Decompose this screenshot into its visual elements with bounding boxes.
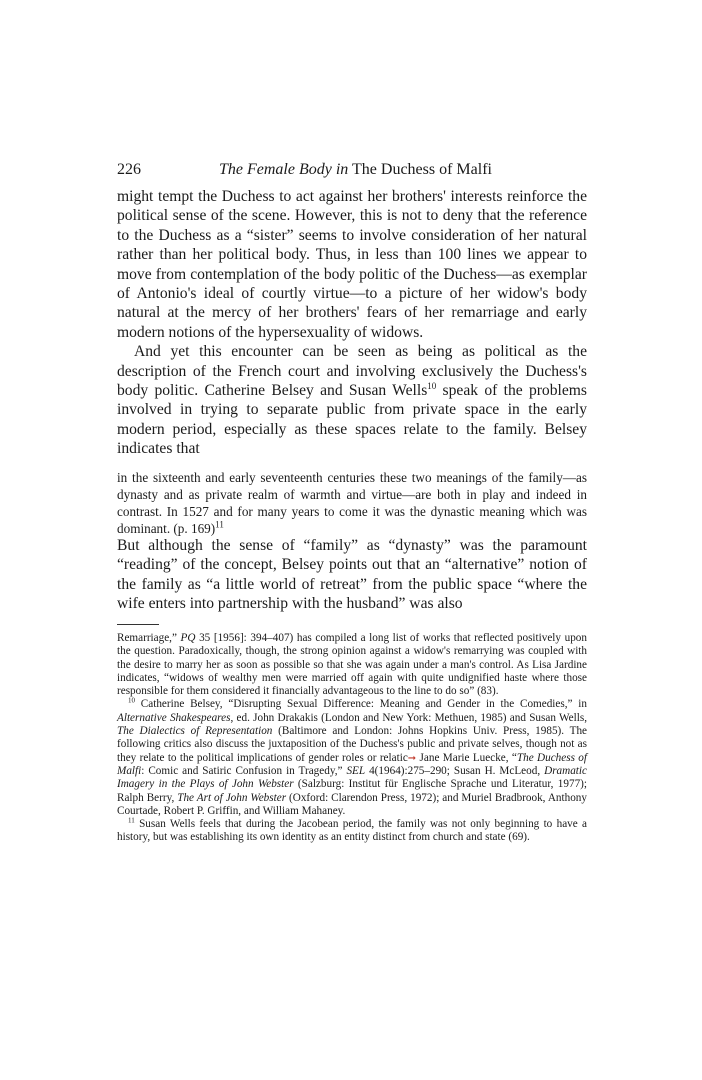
footnote-text: (Oxford: Clarendon Press, 1972); and Muriel Bradbrook, Anthony Courtade, Robert P. Griffin, and William Mahaney.	[117, 791, 587, 817]
footnote-text: 4(1964):275–290; Susan H. McLeod,	[365, 764, 545, 777]
footnote-text: SEL	[346, 764, 366, 777]
paragraph-text: speak of the problems involved in trying to separate public from private space in the early modern period, especially as these spaces relate to the family. Belsey indicates that	[117, 382, 587, 458]
footnote-text: Dramatic Imagery in the Plays of John Webster	[117, 764, 587, 791]
footnote-text: Catherine Belsey, “Disrupting Sexual Difference: Meaning and Gender in the Comedies,” in	[135, 698, 587, 711]
footnote-text: (Salzburg: Institut für Englische Sprache und Literatur, 1977); Ralph Berry,	[117, 778, 587, 804]
quote-text: in the sixteenth and early seventeenth centuries these two meanings of the family—as dynasty and as private realm of warmth and virtue—are both in play and indeed in contrast. In 1527 and for many years to come it was the dynastic meaning which was dominant. (p. 169)	[117, 470, 587, 536]
paragraph: But although the sense of “family” as “dynasty” was the paramount “reading” of the concept, Belsey points out that an “alternative” notion of the family as “a little world of retreat” from the public space “where the wife enters into partnership with the husband” was also	[117, 537, 587, 613]
footnote-number: 10	[128, 696, 135, 705]
footnote-text: , ed. John Drakakis (London and New York: Methuen, 1985) and Susan Wells,	[230, 711, 587, 724]
footnote-text: Susan Wells feels that during the Jacobean period, the family was not only beginning to have a history, but was establishing its own identity as an entity distinct from church and state (69).	[117, 818, 587, 844]
paragraph	[117, 342, 587, 458]
footnote-text: Remarriage,”	[117, 632, 181, 644]
footnote-marker: 11	[215, 519, 224, 530]
footnote-text: The Dialectics of Representation	[117, 725, 273, 738]
footnote-text: Alternative Shakespeares	[117, 711, 231, 724]
footnote-text: Jane Marie Luecke, “	[416, 751, 517, 764]
footnote-10	[117, 698, 587, 818]
footnote-text: The Duchess of Malfi	[117, 751, 587, 777]
arrow-icon: ➞	[407, 752, 417, 764]
page-number: 226	[117, 161, 141, 178]
footnote-11	[117, 818, 587, 845]
paragraph: might tempt the Duchess to act against her brothers' interests reinforce the political sense of the scene. However, this is not to deny that the reference to the Duchess as a “sister” seems to involve consideration of her natural rather than her political body. Thus, in less than 100 lines we appear to move from contemplation of the body politic of the Duchess—as exemplar of Antonio's ideal of courtly virtue—to a picture of her widow's body natural at the mercy of her brothers' fears of her remarriage and early modern notions of the hypersexuality of widows.	[117, 188, 587, 341]
footnote-continued	[117, 632, 587, 698]
running-title-roman: The Duchess of Malfi	[352, 161, 492, 178]
footnote-text: The Art of John Webster	[177, 791, 287, 804]
footnote-marker: 10	[427, 380, 437, 391]
running-header	[117, 160, 587, 180]
footnote-text: (Baltimore and London: Johns Hopkins Univ. Press, 1985). The following critics also discuss the juxtaposition of the Duchess's public and private selves, though not as they relate to the political implications of gender roles or relatic	[117, 725, 588, 764]
running-title-italic: The Female Body in	[219, 161, 349, 178]
footnote-text: 35 [1956]: 394–407) has compiled a long list of works that reflected positively upon the question. Paradoxically, though, the strong opinion against a widow's remarrying was coupled with the desire to marry her as soon as possible so that she was again under a man's control. As Lisa Jardine indicates, “widows of wealthy men were married off again with quite undignified haste where those responsible for them considered it financially advantageous to the line to do so” (83).	[117, 632, 587, 698]
body-text	[117, 187, 587, 459]
footnote-divider	[117, 624, 159, 625]
footnotes	[117, 632, 587, 845]
block-quote	[117, 469, 587, 537]
footnote-text: PQ	[180, 632, 196, 644]
footnote-number: 11	[128, 816, 135, 825]
footnote-text: : Comic and Satiric Confusion in Tragedy,”	[141, 764, 347, 777]
paragraph-text: And yet this encounter can be seen as being as political as the description of the French court and involving exclusively the Duchess's body politic. Catherine Belsey and Susan Wells	[117, 343, 587, 400]
